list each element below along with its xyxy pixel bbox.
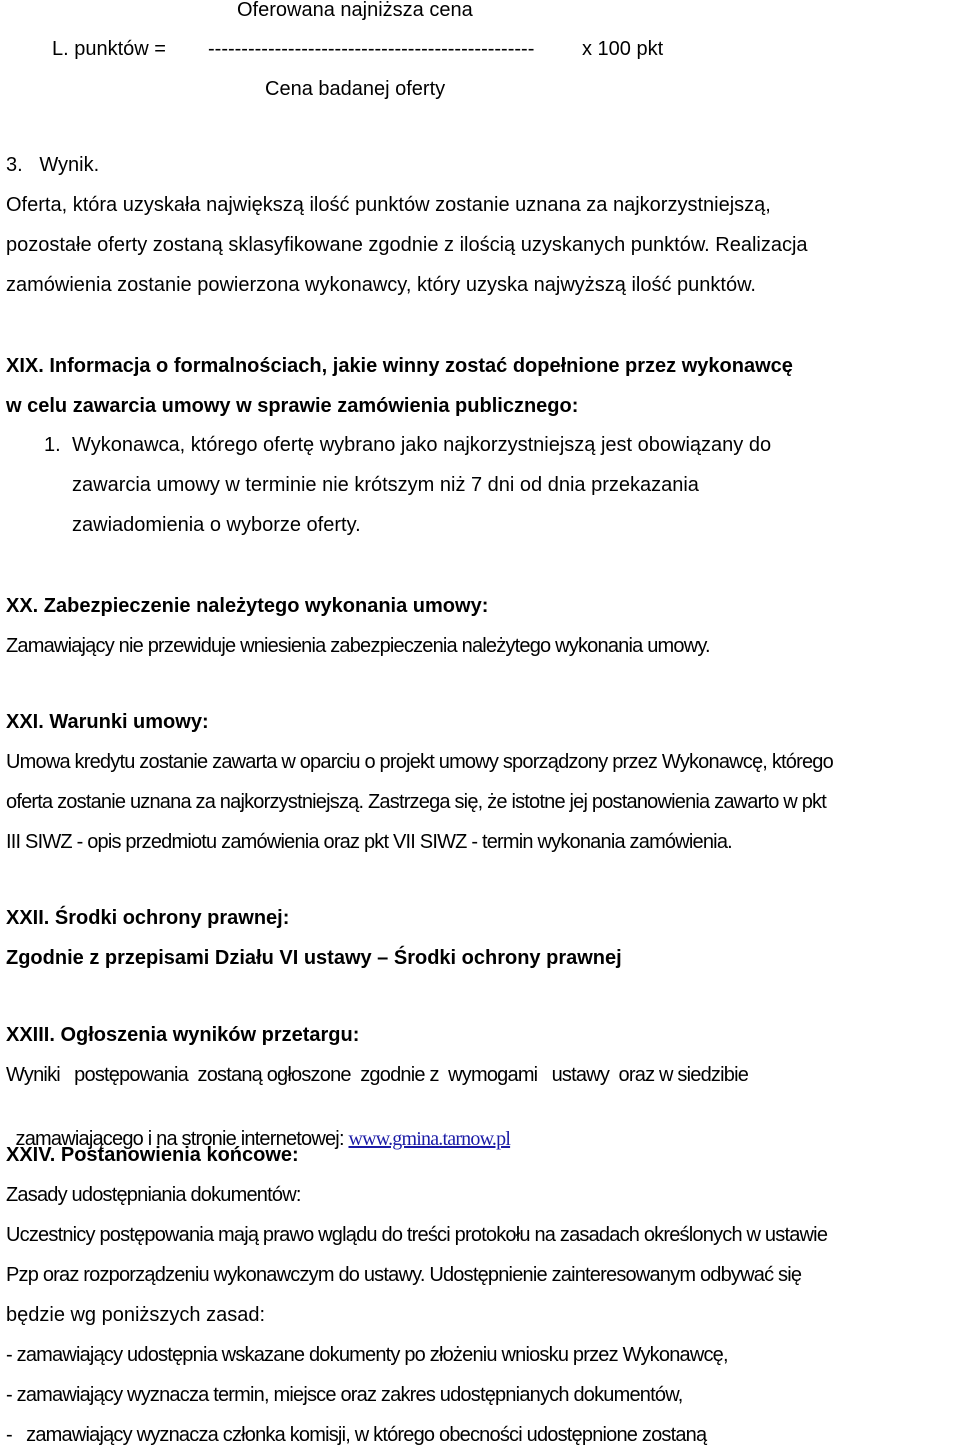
section-line-xxiii: Wyniki postępowania zostaną ogłoszone zgodnie z wymogami ustawy oraz w siedzibie <box>6 1064 749 1086</box>
wynik-line: pozostałe oferty zostaną sklasyfikowane zgodnie z ilością uzyskanych punktów. Realizacja <box>6 234 808 256</box>
list-item-line: zawarcia umowy w terminie nie krótszym niż 7 dni od dnia przekazania <box>72 474 699 496</box>
list-item-number: 1. <box>44 434 61 456</box>
section-heading-xx: XX. Zabezpieczenie należytego wykonania umowy: <box>6 595 489 617</box>
wynik-line: Oferta, która uzyskała największą ilość punktów zostanie uznana za najkorzystniejszą, <box>6 194 771 216</box>
website-link[interactable]: www.gmina.tarnow.pl <box>348 1128 511 1150</box>
section-line-xxi: Umowa kredytu zostanie zawarta w oparciu o projekt umowy sporządzony przez Wykonawcę, którego <box>6 751 833 773</box>
section-line-xxiv: będzie wg poniższych zasad: <box>6 1304 266 1326</box>
bullet-item: - zamawiający udostępnia wskazane dokumenty po złożeniu wniosku przez Wykonawcę, <box>6 1344 728 1366</box>
section-text-xxii: Zgodnie z przepisami Działu VI ustawy – Środki ochrony prawnej <box>6 947 622 969</box>
section-line-xxiv: Uczestnicy postępowania mają prawo wglądu do treści protokołu na zasadach określonych w ustawie <box>6 1224 828 1246</box>
list-item-line: zawiadomienia o wyborze oferty. <box>72 514 361 536</box>
section-heading-xix: XIX. Informacja o formalnościach, jakie winny zostać dopełnione przez wykonawcę <box>6 355 793 377</box>
section-line-xxi: III SIWZ - opis przedmiotu zamówienia oraz pkt VII SIWZ - termin wykonania zamówienia. <box>6 831 732 853</box>
formula-dashes: ------------------------------------------------- <box>208 38 535 60</box>
formula-numerator: Oferowana najniższa cena <box>237 0 473 21</box>
section-line-xxi: oferta zostanie uznana za najkorzystniejszą. Zastrzega się, że istotne jej postanowienia zawarto w pkt <box>6 791 826 813</box>
section-text-xx: Zamawiający nie przewiduje wniesienia zabezpieczenia należytego wykonania umowy. <box>6 635 710 657</box>
section-subheading-xxiv: Zasady udostępniania dokumentów: <box>6 1184 301 1206</box>
section-heading-xix-cont: w celu zawarcia umowy w sprawie zamówienia publicznego: <box>6 395 579 417</box>
wynik-heading: 3. Wynik. <box>6 154 100 176</box>
section-heading-xxiv: XXIV. Postanowienia końcowe: <box>6 1144 299 1166</box>
section-line-xxiv: Pzp oraz rozporządzeniu wykonawczym do ustawy. Udostępnienie zainteresowanym odbywać się <box>6 1264 802 1286</box>
section-heading-xxi: XXI. Warunki umowy: <box>6 711 209 733</box>
bullet-item: - zamawiający wyznacza członka komisji, w którego obecności udostępnione zostaną <box>6 1424 707 1446</box>
bullet-item: - zamawiający wyznacza termin, miejsce oraz zakres udostępnianych dokumentów, <box>6 1384 683 1406</box>
link-prefix: zamawiającego i na stronie internetowej: <box>15 1128 349 1150</box>
formula-multiplier: x 100 pkt <box>582 38 664 60</box>
formula-denominator: Cena badanej oferty <box>265 78 446 100</box>
wynik-line: zamówienia zostanie powierzona wykonawcy, który uzyska najwyższą ilość punktów. <box>6 274 756 296</box>
list-item-line: Wykonawca, którego ofertę wybrano jako najkorzystniejszą jest obowiązany do <box>72 434 772 456</box>
section-heading-xxii: XXII. Środki ochrony prawnej: <box>6 907 290 929</box>
section-heading-xxiii: XXIII. Ogłoszenia wyników przetargu: <box>6 1024 360 1046</box>
formula-label: L. punktów = <box>52 38 166 60</box>
